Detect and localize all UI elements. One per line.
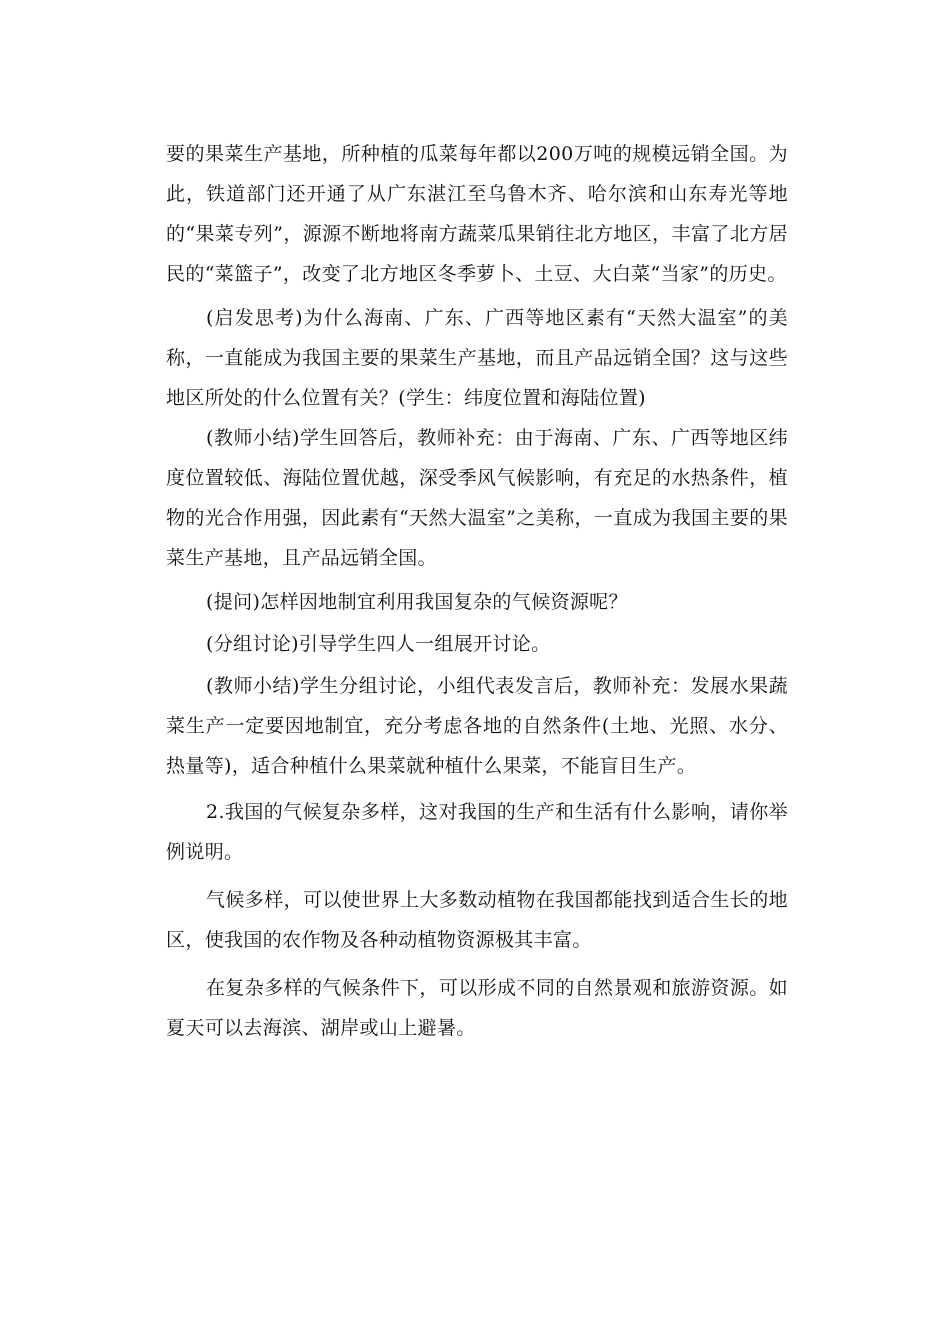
paragraph-group-discussion: (分组讨论)引导学生四人一组展开讨论。 bbox=[206, 633, 551, 655]
paragraph-continuation: 要的果菜生产基地，所种植的瓜菜每年都以200万吨的规模远销全国。为此，铁道部门还开通了从广东湛江至乌鲁木齐、哈尔滨和山东寿光等地的“果菜专列”，源源不断地将南方蔬菜瓜果销往北方地区，丰富了北方居民的“菜篮子”，改变了北方地区冬季萝卜、土豆、大白菜“当家”的历史。 bbox=[166, 143, 788, 285]
paragraph-tourism-resources: 在复杂多样的气候条件下，可以形成不同的自然景观和旅游资源。如夏天可以去海滨、湖岸或山上避暑。 bbox=[166, 977, 788, 1039]
paragraph-teacher-summary-2: (教师小结)学生分组讨论，小组代表发言后，教师补充：发展水果蔬菜生产一定要因地制宜，充分考虑各地的自然条件(土地、光照、水分、热量等)，适合种植什么果菜就种植什么果菜，不能盲目生产。 bbox=[166, 675, 788, 777]
paragraph-climate-diversity: 气候多样，可以使世界上大多数动植物在我国都能找到适合生长的地区，使我国的农作物及各种动植物资源极其丰富。 bbox=[166, 889, 788, 951]
paragraph-question-2: 2.我国的气候复杂多样，这对我国的生产和生活有什么影响，请你举例说明。 bbox=[166, 801, 788, 863]
paragraph-teacher-summary-1: (教师小结)学生回答后，教师补充：由于海南、广东、广西等地区纬度位置较低、海陆位置优越，深受季风气候影响，有充足的水热条件，植物的光合作用强，因此素有“天然大温室”之美称，一直成为我国主要的果菜生产基地，且产品远销全国。 bbox=[166, 427, 788, 569]
document-body bbox=[166, 134, 788, 1048]
paragraph-question: (提问)怎样因地制宜利用我国复杂的气候资源呢？ bbox=[206, 591, 628, 613]
paragraph-inspire-thinking: (启发思考)为什么海南、广东、广西等地区素有“天然大温室”的美称，一直能成为我国主要的果菜生产基地，而且产品远销全国？这与这些地区所处的什么位置有关？(学生：纬度位置和海陆位置) bbox=[166, 307, 788, 409]
